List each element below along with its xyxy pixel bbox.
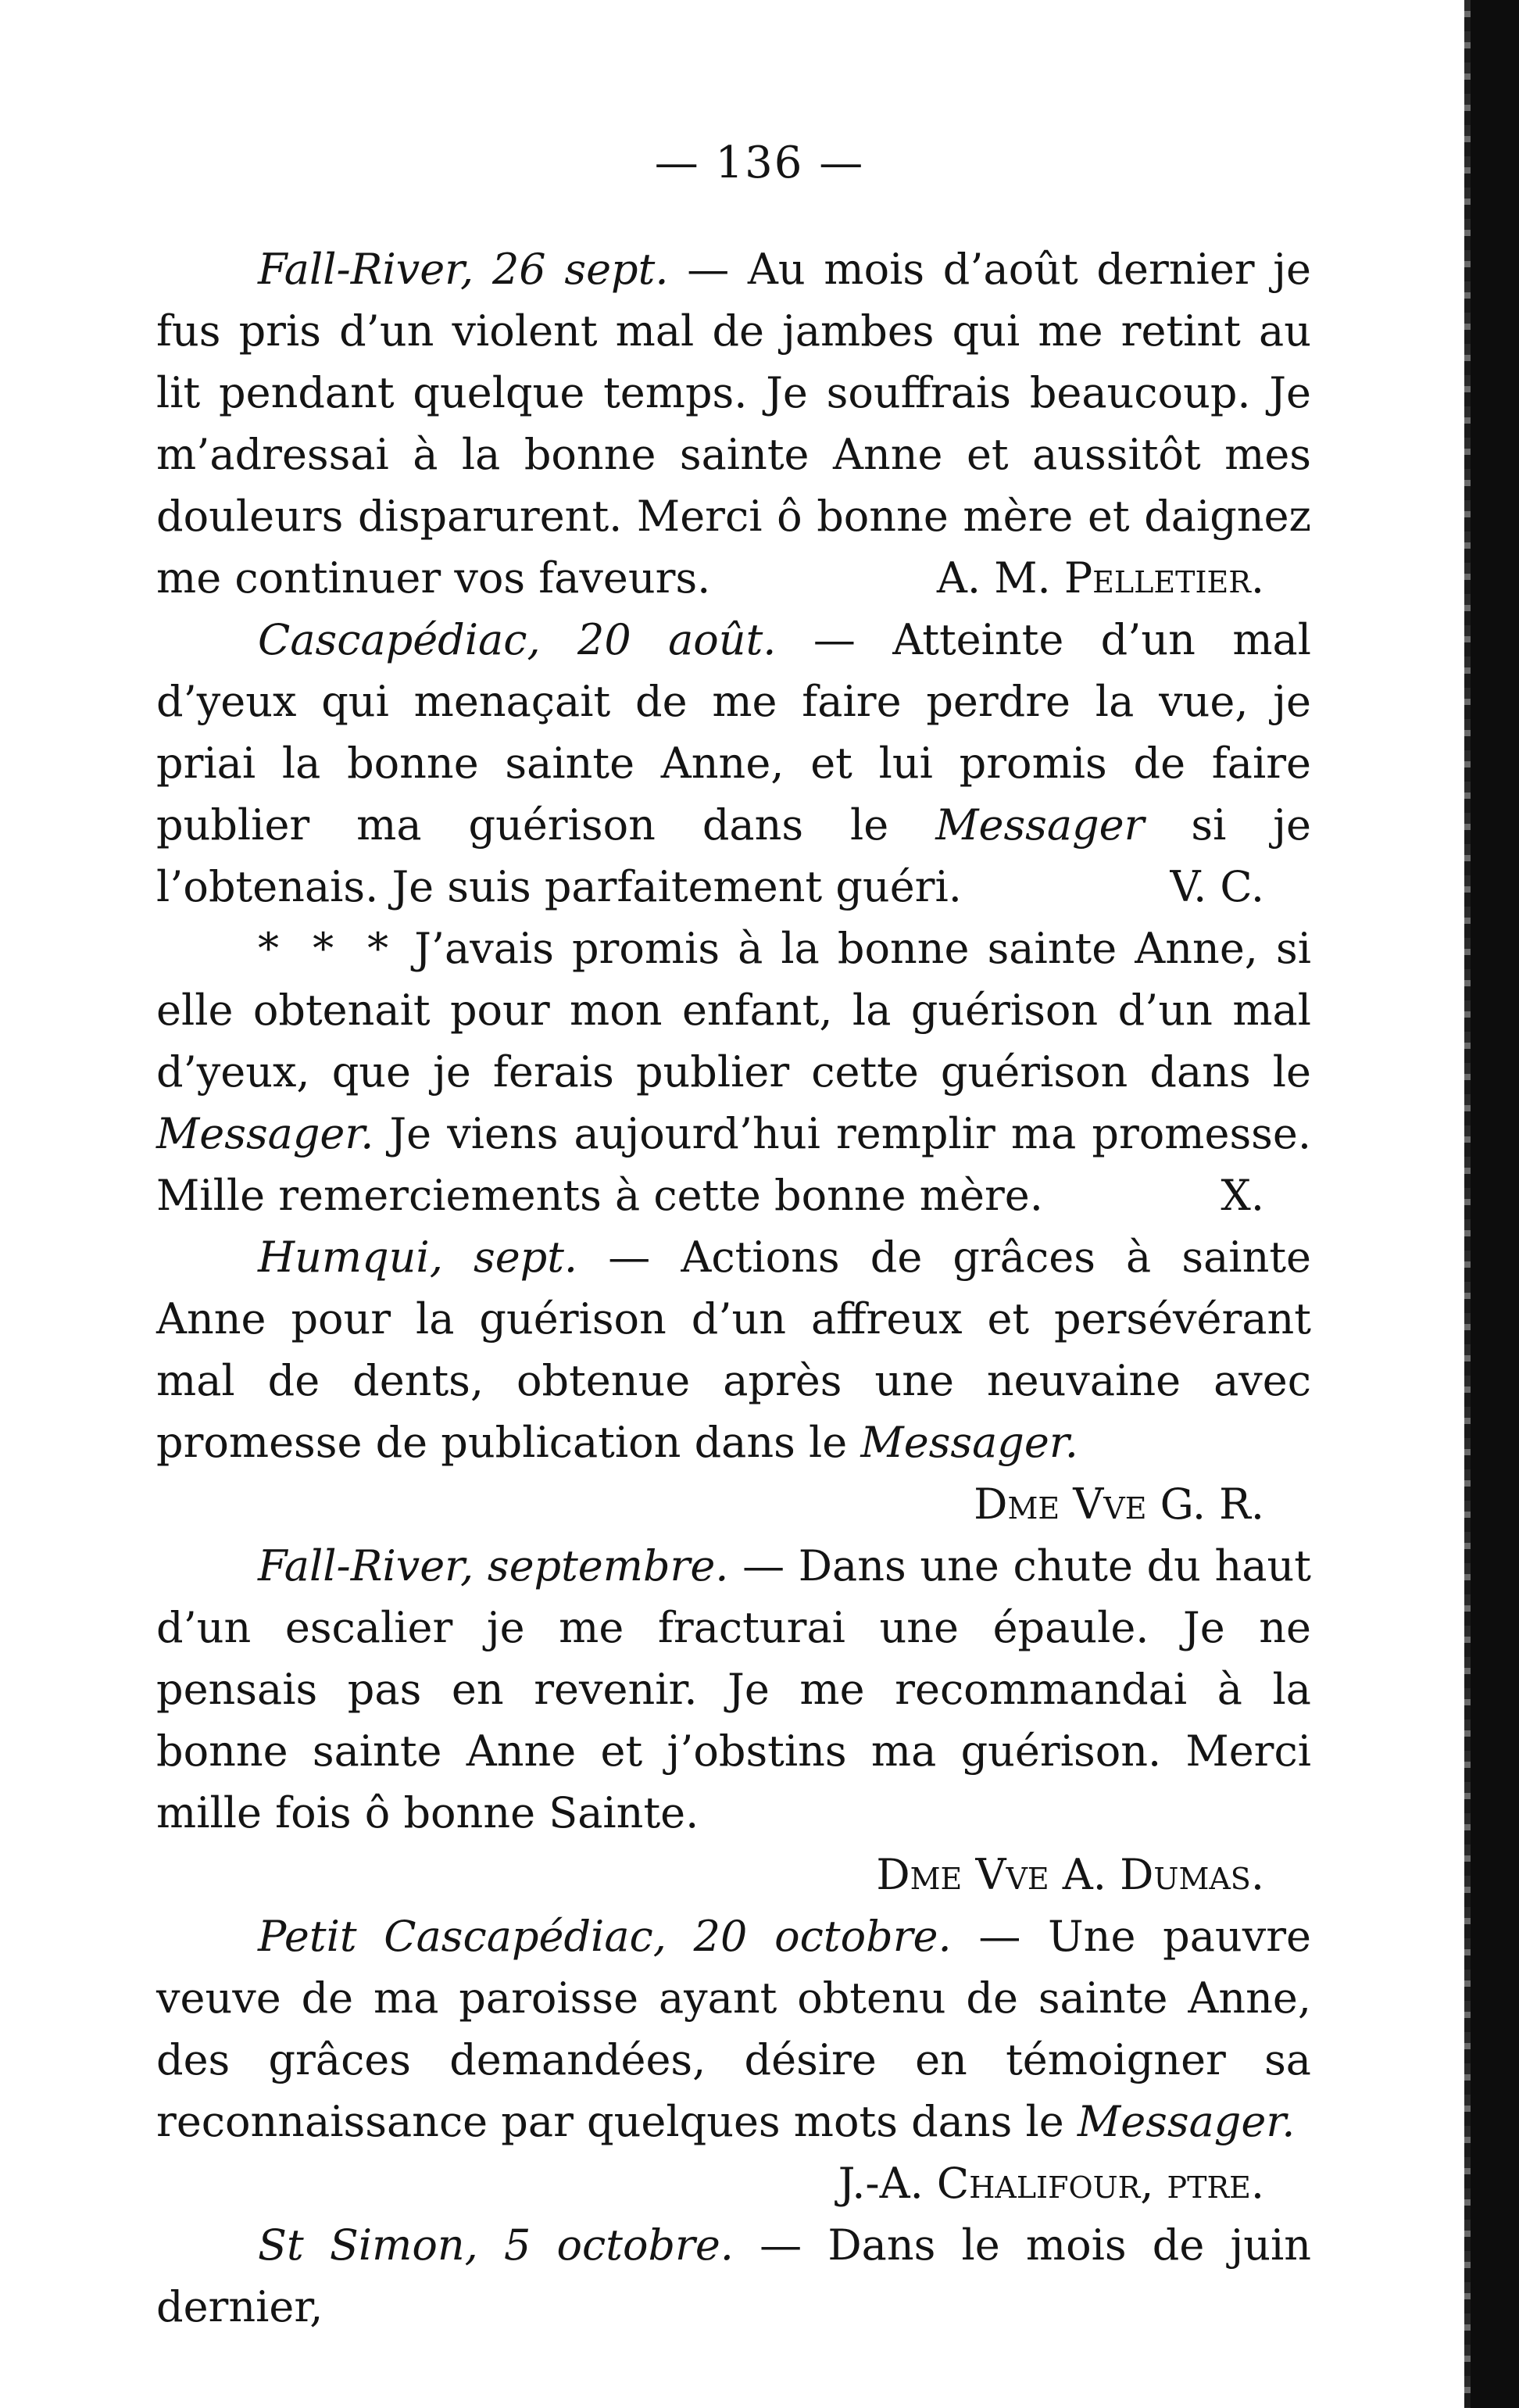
entry-date: 20 août. bbox=[577, 615, 777, 664]
entry-body-tail: Je viens aujourd’hui remplir ma promesse. Mille remerciements à cette bonne mère. bbox=[156, 1109, 1311, 1220]
entry-petit-cascapediac bbox=[156, 1905, 1311, 2214]
entry-place: Humqui, sept. bbox=[258, 1233, 578, 1282]
entry-stars: * * * bbox=[258, 924, 397, 973]
page-number: — 136 — bbox=[654, 138, 865, 188]
entry-fall-river-1 bbox=[156, 238, 1311, 609]
entry-italic-word: Messager. bbox=[860, 1418, 1078, 1467]
entry-body: J’avais promis à la bonne sainte Anne, si elle obtenait pour mon enfant, la guérison d’un mal d’yeux, que je ferais publier cette guérison dans le bbox=[156, 924, 1311, 1097]
entry-signature: Dme Vve G. R. bbox=[974, 1480, 1264, 1529]
entry-st-simon bbox=[156, 2214, 1311, 2338]
entry-anonymous bbox=[156, 918, 1311, 1226]
entry-body: — Au mois d’août dernier je fus pris d’un violent mal de jambes qui me retint au lit pendant quelque temps. Je souffrais beaucoup. Je m’adressai à la bonne sainte Anne et aussitôt mes douleurs disparurent. Merci ô bonne mère et daignez me continuer vos faveurs. bbox=[156, 245, 1311, 603]
entry-italic-word: Messager. bbox=[1077, 2097, 1296, 2146]
entry-body: — Actions de grâces à sainte Anne pour la guérison d’un affreux et persévérant mal de dents, obtenue après une neuvaine avec promesse de publication dans le bbox=[156, 1233, 1312, 1467]
entry-place: Fall-River, bbox=[258, 245, 474, 294]
entry-place: Fall-River, septembre. bbox=[258, 1541, 729, 1590]
entry-signature: X. bbox=[1221, 1171, 1264, 1220]
entry-signature: J.-A. Chalifour, ptre. bbox=[838, 2159, 1264, 2208]
entry-date: 26 sept. bbox=[491, 245, 669, 294]
entry-signature: Dme Vve A. Dumas. bbox=[876, 1850, 1264, 1899]
entry-signature: A. M. Pelletier. bbox=[936, 553, 1264, 603]
entry-body: — Dans le mois de juin dernier, bbox=[156, 2220, 1312, 2331]
entry-italic-word: Messager bbox=[935, 800, 1145, 850]
scan-edge-shadow bbox=[1464, 0, 1471, 2408]
scan-edge bbox=[1471, 0, 1519, 2408]
entry-body-tail: si je l’obtenais. Je suis parfaitement guéri. bbox=[156, 800, 1311, 911]
page-body bbox=[156, 238, 1311, 2338]
entry-body: — Atteinte d’un mal d’yeux qui menaçait de me faire perdre la vue, je priai la bonne sainte Anne, et lui promis de faire publier ma guérison dans le bbox=[156, 615, 1311, 850]
entry-place: Petit Cascapédiac, 20 octobre. bbox=[258, 1912, 952, 1961]
entry-fall-river-2 bbox=[156, 1535, 1311, 1905]
entry-place: St Simon, 5 octobre. bbox=[258, 2220, 734, 2270]
entry-humqui bbox=[156, 1226, 1311, 1535]
entry-italic-word: Messager. bbox=[156, 1109, 374, 1158]
entry-body: — Dans une chute du haut d’un escalier je me fracturai une épaule. Je ne pensais pas en revenir. Je me recommandai à la bonne sainte Anne et j’obstins ma guérison. Merci mille fois ô bonne Sainte. bbox=[156, 1541, 1312, 1837]
entry-place: Cascapédiac, bbox=[258, 615, 541, 664]
entry-body: — Une pauvre veuve de ma paroisse ayant obtenu de sainte Anne, des grâces demandées, désire en témoigner sa reconnaissance par quelques mots dans le bbox=[156, 1912, 1311, 2146]
entry-signature: V. C. bbox=[1170, 862, 1264, 911]
entry-cascapediac bbox=[156, 609, 1311, 918]
